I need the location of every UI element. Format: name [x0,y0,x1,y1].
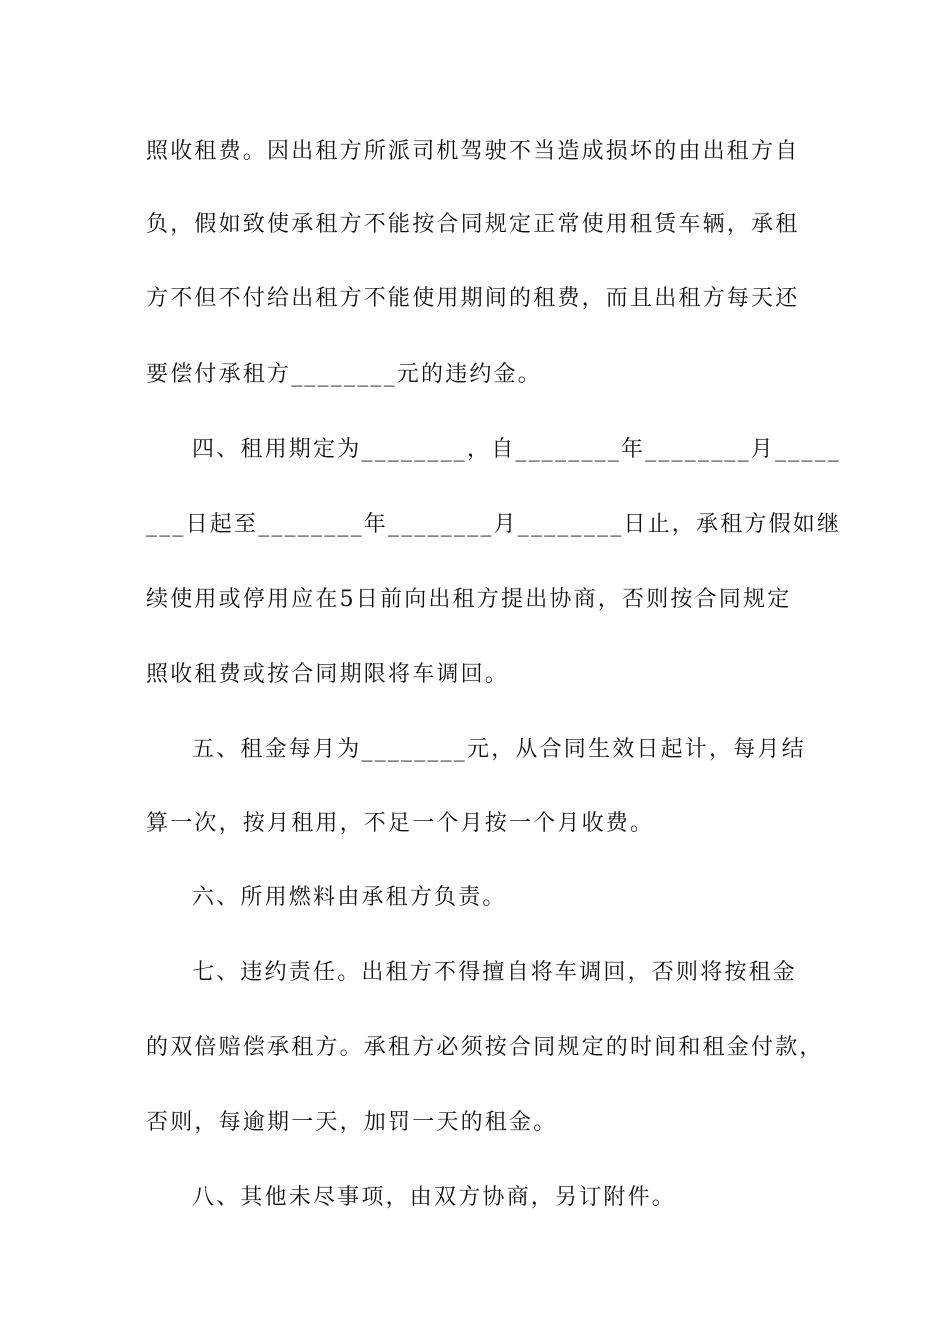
text-line: ___日起至________年________月________日止，承租方假如继 [146,512,842,537]
clause-7-start: 七、违约责任。出租方不得擅自将车调回，否则将按租金 [192,960,798,985]
text-line: 负，假如致使承租方不能按合同规定正常使用租赁车辆，承租 [146,212,800,237]
text-line: 算一次，按月租用，不足一个月按一个月收费。 [146,811,655,836]
clause-5-start: 五、租金每月为________元，从合同生效日起计，每月结 [192,737,806,762]
clause-8: 八、其他未尽事项，由双方协商，另订附件。 [192,1185,677,1210]
text-line: 否则，每逾期一天，加罚一天的租金。 [146,1110,558,1135]
clause-4-start: 四、租用期定为________，自________年________月_____ [192,437,842,462]
text-line: 续使用或停用应在5日前向出租方提出协商，否则按合同规定 [146,587,792,612]
text-line: 的双倍赔偿承租方。承租方必须按合同规定的时间和租金付款， [146,1035,824,1060]
text-line: 要偿付承租方________元的违约金。 [146,362,543,387]
text-line: 方不但不付给出租方不能使用期间的租费，而且出租方每天还 [146,286,800,311]
text-line: 照收租费或按合同期限将车调回。 [146,662,510,687]
text-line: 照收租费。因出租方所派司机驾驶不当造成损坏的由出租方自 [146,139,800,164]
clause-6: 六、所用燃料由承租方负责。 [192,885,507,910]
